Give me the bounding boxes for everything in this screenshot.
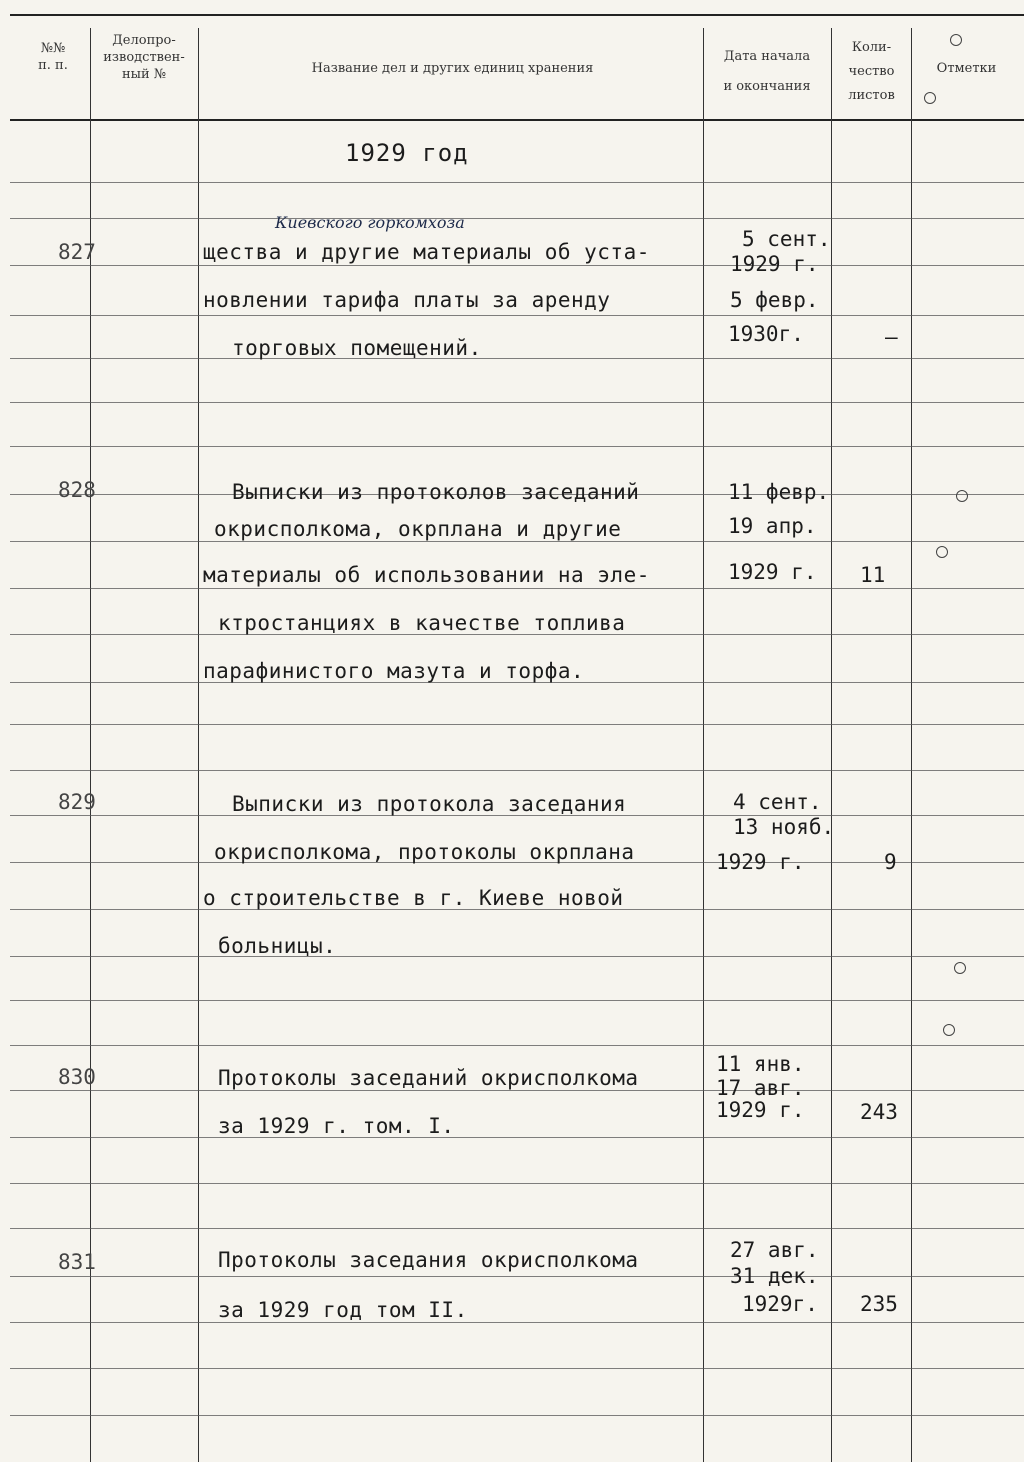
entry-sheet-count: 243 [860, 1100, 898, 1124]
header-sheet-count: Коли- чество листов [848, 40, 895, 103]
circle-mark-icon [956, 490, 968, 502]
entry-text-line: больницы. [218, 934, 337, 958]
header-bottom-rule [10, 119, 1024, 121]
header-title: Название дел и других единиц хранения [311, 61, 594, 76]
entry-sheet-count: 11 [860, 563, 886, 587]
entry-date: 11 янв. [716, 1052, 805, 1076]
header-marks: Отметки [936, 61, 997, 76]
ledger-line [10, 1000, 1024, 1001]
ledger-line [10, 1045, 1024, 1046]
column-divider [911, 28, 912, 1462]
ledger-line [10, 402, 1024, 403]
ledger-line [10, 1276, 1024, 1277]
ledger-line [10, 1090, 1024, 1091]
ledger-line [10, 588, 1024, 589]
entry-number: 829 [58, 790, 96, 814]
header-number: №№ п. п. [38, 41, 68, 73]
handwritten-insertion: Киевского горкомхоза [275, 213, 465, 232]
entry-date: 5 февр. [730, 288, 819, 312]
ledger-line [10, 1415, 1024, 1416]
ledger-line [10, 1183, 1024, 1184]
column-divider [831, 28, 832, 1462]
entry-text-line: о строительстве в г. Киеве новой [203, 886, 624, 910]
column-divider [703, 28, 704, 1462]
entry-date: 31 дек. [730, 1264, 819, 1288]
entry-text-line: Выписки из протоколов заседаний [232, 480, 640, 504]
ledger-line [10, 1137, 1024, 1138]
ledger-line [10, 724, 1024, 725]
ledger-line [10, 956, 1024, 957]
ledger-line [10, 358, 1024, 359]
header-dates: Дата начала и окончания [723, 49, 811, 94]
circle-mark-icon [950, 34, 962, 46]
entry-date: 19 апр. [728, 514, 817, 538]
entry-date: 17 авг. [716, 1076, 805, 1100]
entry-date: 1929 г. [730, 252, 819, 276]
entry-date: 13 нояб. [733, 815, 835, 839]
entry-number: 831 [58, 1250, 96, 1274]
ledger-line [10, 1228, 1024, 1229]
entry-text-line: новлении тарифа платы за аренду [203, 288, 611, 312]
entry-date: 1929 г. [716, 850, 805, 874]
entry-date: 5 сент. [742, 227, 831, 251]
entry-text-line: щества и другие материалы об уста- [203, 240, 650, 264]
ledger-line [10, 770, 1024, 771]
entry-text-line: ктростанциях в качестве топлива [218, 611, 626, 635]
entry-sheet-count: 9 [884, 850, 897, 874]
entry-number: 827 [58, 240, 96, 264]
header-office-number: Делопро- изводствен- ный № [103, 33, 185, 82]
circle-mark-icon [936, 546, 948, 558]
ledger-line [10, 218, 1024, 219]
ledger-line [10, 315, 1024, 316]
entry-number: 830 [58, 1065, 96, 1089]
ledger-line [10, 265, 1024, 266]
entry-number: 828 [58, 478, 96, 502]
entry-text-line: Протоколы заседания окрисполкома [218, 1248, 639, 1272]
entry-date: 11 февр. [728, 480, 830, 504]
entry-text-line: за 1929 год том II. [218, 1298, 468, 1322]
ledger-line [10, 541, 1024, 542]
entry-text-line: материалы об использовании на эле- [203, 563, 650, 587]
circle-mark-icon [924, 92, 936, 104]
ledger-line [10, 182, 1024, 183]
entry-text-line: окрисполкома, окрплана и другие [214, 517, 622, 541]
ledger-line [10, 446, 1024, 447]
ledger-line [10, 1322, 1024, 1323]
entry-date: 1929 г. [728, 560, 817, 584]
entry-date: 4 сент. [733, 790, 822, 814]
entry-text-line: торговых помещений. [232, 336, 482, 360]
entry-date: 1929 г. [716, 1098, 805, 1122]
circle-mark-icon [954, 962, 966, 974]
column-divider [198, 28, 199, 1462]
top-rule [10, 14, 1024, 16]
entry-text-line: Выписки из протокола заседания [232, 792, 627, 816]
circle-mark-icon [943, 1024, 955, 1036]
entry-date: 1929г. [742, 1292, 818, 1316]
entry-text-line: за 1929 г. том. I. [218, 1114, 455, 1138]
entry-date: 27 авг. [730, 1238, 819, 1262]
year-heading: 1929 год [345, 139, 469, 167]
entry-sheet-count: – [885, 325, 898, 349]
ledger-line [10, 1368, 1024, 1369]
entry-date: 1930г. [728, 322, 804, 346]
entry-text-line: Протоколы заседаний окрисполкома [218, 1066, 639, 1090]
entry-text-line: окрисполкома, протоколы окрплана [214, 840, 635, 864]
entry-text-line: парафинистого мазута и торфа. [203, 659, 585, 683]
entry-sheet-count: 235 [860, 1292, 898, 1316]
